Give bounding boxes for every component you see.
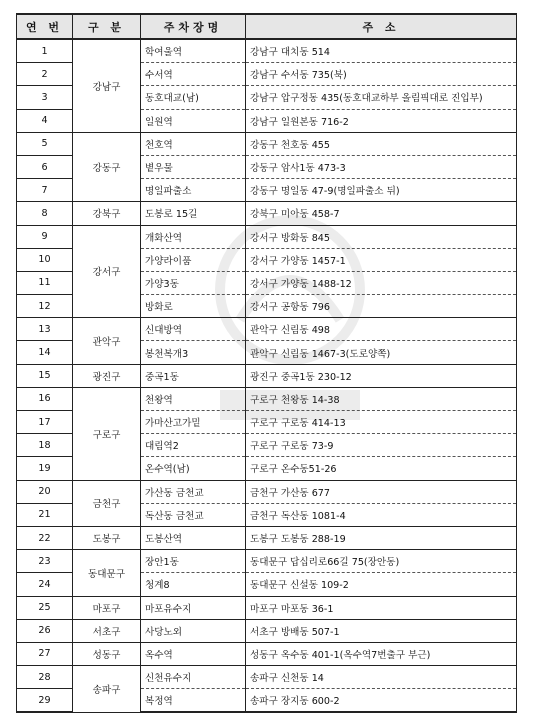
address-cell: 도봉구 도봉동 288-19 <box>246 526 517 549</box>
row-number: 3 <box>17 86 73 109</box>
address-cell: 동대문구 답십리로66길 75(장안동) <box>246 550 517 573</box>
parking-name-cell: 천호역 <box>141 132 246 155</box>
header-no: 연 번 <box>17 14 73 39</box>
row-number: 5 <box>17 132 73 155</box>
parking-name-cell: 개화산역 <box>141 225 246 248</box>
parking-name-cell: 신대방역 <box>141 318 246 341</box>
row-number: 24 <box>17 573 73 596</box>
table-row <box>17 666 517 689</box>
address-cell: 관악구 신림동 498 <box>246 318 517 341</box>
parking-name-cell: 마포유수지 <box>141 596 246 619</box>
address-cell: 강남구 일원본동 716-2 <box>246 109 517 132</box>
address-cell: 강서구 공항동 796 <box>246 295 517 318</box>
parking-name-cell: 독산동 금천교 <box>141 503 246 526</box>
table-row <box>17 480 517 503</box>
parking-name-cell: 가산동 금천교 <box>141 480 246 503</box>
district-cell: 강서구 <box>73 225 141 318</box>
district-cell: 구로구 <box>73 387 141 480</box>
row-number: 25 <box>17 596 73 619</box>
row-number: 13 <box>17 318 73 341</box>
row-number: 17 <box>17 411 73 434</box>
address-cell: 강동구 암사1동 473-3 <box>246 155 517 178</box>
address-cell: 성동구 옥수동 401-1(옥수역7번출구 부근) <box>246 642 517 665</box>
parking-name-cell: 도봉로 15길 <box>141 202 246 225</box>
parking-name-cell: 천왕역 <box>141 387 246 410</box>
table-row <box>17 619 517 642</box>
table-row <box>17 642 517 665</box>
address-cell: 광진구 중곡1동 230-12 <box>246 364 517 387</box>
header-district: 구 분 <box>73 14 141 39</box>
parking-name-cell: 중곡1동 <box>141 364 246 387</box>
table-body <box>17 39 517 712</box>
row-number: 1 <box>17 39 73 63</box>
district-cell: 강동구 <box>73 132 141 202</box>
address-cell: 마포구 마포동 36-1 <box>246 596 517 619</box>
address-cell: 강동구 명일동 47-9(명일파출소 뒤) <box>246 179 517 202</box>
row-number: 15 <box>17 364 73 387</box>
table-row <box>17 550 517 573</box>
address-cell: 관악구 신림동 1467-3(도로양쪽) <box>246 341 517 364</box>
table-row <box>17 39 517 63</box>
parking-name-cell: 복정역 <box>141 689 246 713</box>
row-number: 20 <box>17 480 73 503</box>
address-cell: 강서구 가양동 1488-12 <box>246 271 517 294</box>
parking-lot-table <box>16 13 517 713</box>
parking-name-cell: 장안1동 <box>141 550 246 573</box>
table-row <box>17 387 517 410</box>
parking-name-cell: 동호대교(남) <box>141 86 246 109</box>
parking-name-cell: 사당노외 <box>141 619 246 642</box>
address-cell: 구로구 구로동 414-13 <box>246 411 517 434</box>
district-cell: 성동구 <box>73 642 141 665</box>
row-number: 27 <box>17 642 73 665</box>
parking-name-cell: 대림역2 <box>141 434 246 457</box>
row-number: 8 <box>17 202 73 225</box>
address-cell: 강서구 가양동 1457-1 <box>246 248 517 271</box>
parking-name-cell: 신천유수지 <box>141 666 246 689</box>
parking-name-cell: 수서역 <box>141 63 246 86</box>
district-cell: 금천구 <box>73 480 141 526</box>
district-cell: 강북구 <box>73 202 141 225</box>
row-number: 14 <box>17 341 73 364</box>
parking-name-cell: 온수역(남) <box>141 457 246 480</box>
parking-name-cell: 가양3동 <box>141 271 246 294</box>
district-cell: 송파구 <box>73 666 141 713</box>
row-number: 6 <box>17 155 73 178</box>
district-cell: 마포구 <box>73 596 141 619</box>
table-row <box>17 225 517 248</box>
address-cell: 구로구 온수동51-26 <box>246 457 517 480</box>
parking-name-cell: 일원역 <box>141 109 246 132</box>
parking-name-cell: 가양라이품 <box>141 248 246 271</box>
address-cell: 구로구 천왕동 14-38 <box>246 387 517 410</box>
parking-name-cell: 청계8 <box>141 573 246 596</box>
header-address: 주 소 <box>246 14 517 39</box>
row-number: 19 <box>17 457 73 480</box>
address-cell: 강동구 천호동 455 <box>246 132 517 155</box>
row-number: 29 <box>17 689 73 713</box>
table-header-row <box>17 14 517 39</box>
table-row <box>17 132 517 155</box>
district-cell: 서초구 <box>73 619 141 642</box>
parking-name-cell: 가마산고가밑 <box>141 411 246 434</box>
row-number: 21 <box>17 503 73 526</box>
address-cell: 강남구 압구정동 435(동호대교하부 올림픽대로 진입부) <box>246 86 517 109</box>
row-number: 26 <box>17 619 73 642</box>
address-cell: 강남구 대치동 514 <box>246 39 517 63</box>
address-cell: 동대문구 신설동 109-2 <box>246 573 517 596</box>
row-number: 7 <box>17 179 73 202</box>
address-cell: 강서구 방화동 845 <box>246 225 517 248</box>
row-number: 10 <box>17 248 73 271</box>
address-cell: 송파구 신천동 14 <box>246 666 517 689</box>
parking-name-cell: 방화로 <box>141 295 246 318</box>
table-row <box>17 596 517 619</box>
parking-name-cell: 봉천복개3 <box>141 341 246 364</box>
address-cell: 서초구 방배동 507-1 <box>246 619 517 642</box>
row-number: 23 <box>17 550 73 573</box>
row-number: 18 <box>17 434 73 457</box>
row-number: 11 <box>17 271 73 294</box>
row-number: 16 <box>17 387 73 410</box>
table-row <box>17 318 517 341</box>
address-cell: 송파구 장지동 600-2 <box>246 689 517 713</box>
district-cell: 광진구 <box>73 364 141 387</box>
parking-name-cell: 학여울역 <box>141 39 246 63</box>
row-number: 2 <box>17 63 73 86</box>
table-row <box>17 526 517 549</box>
district-cell: 동대문구 <box>73 550 141 596</box>
parking-name-cell: 도봉산역 <box>141 526 246 549</box>
parking-name-cell: 볕우물 <box>141 155 246 178</box>
address-cell: 금천구 가산동 677 <box>246 480 517 503</box>
parking-name-cell: 명일파출소 <box>141 179 246 202</box>
row-number: 12 <box>17 295 73 318</box>
row-number: 22 <box>17 526 73 549</box>
address-cell: 강북구 미아동 458-7 <box>246 202 517 225</box>
row-number: 9 <box>17 225 73 248</box>
address-cell: 구로구 구로동 73-9 <box>246 434 517 457</box>
header-name: 주차장명 <box>141 14 246 39</box>
table-row <box>17 202 517 225</box>
table-row <box>17 364 517 387</box>
row-number: 4 <box>17 109 73 132</box>
parking-name-cell: 옥수역 <box>141 642 246 665</box>
row-number: 28 <box>17 666 73 689</box>
district-cell: 도봉구 <box>73 526 141 549</box>
address-cell: 강남구 수서동 735(북) <box>246 63 517 86</box>
district-cell: 강남구 <box>73 39 141 132</box>
address-cell: 금천구 독산동 1081-4 <box>246 503 517 526</box>
district-cell: 관악구 <box>73 318 141 364</box>
